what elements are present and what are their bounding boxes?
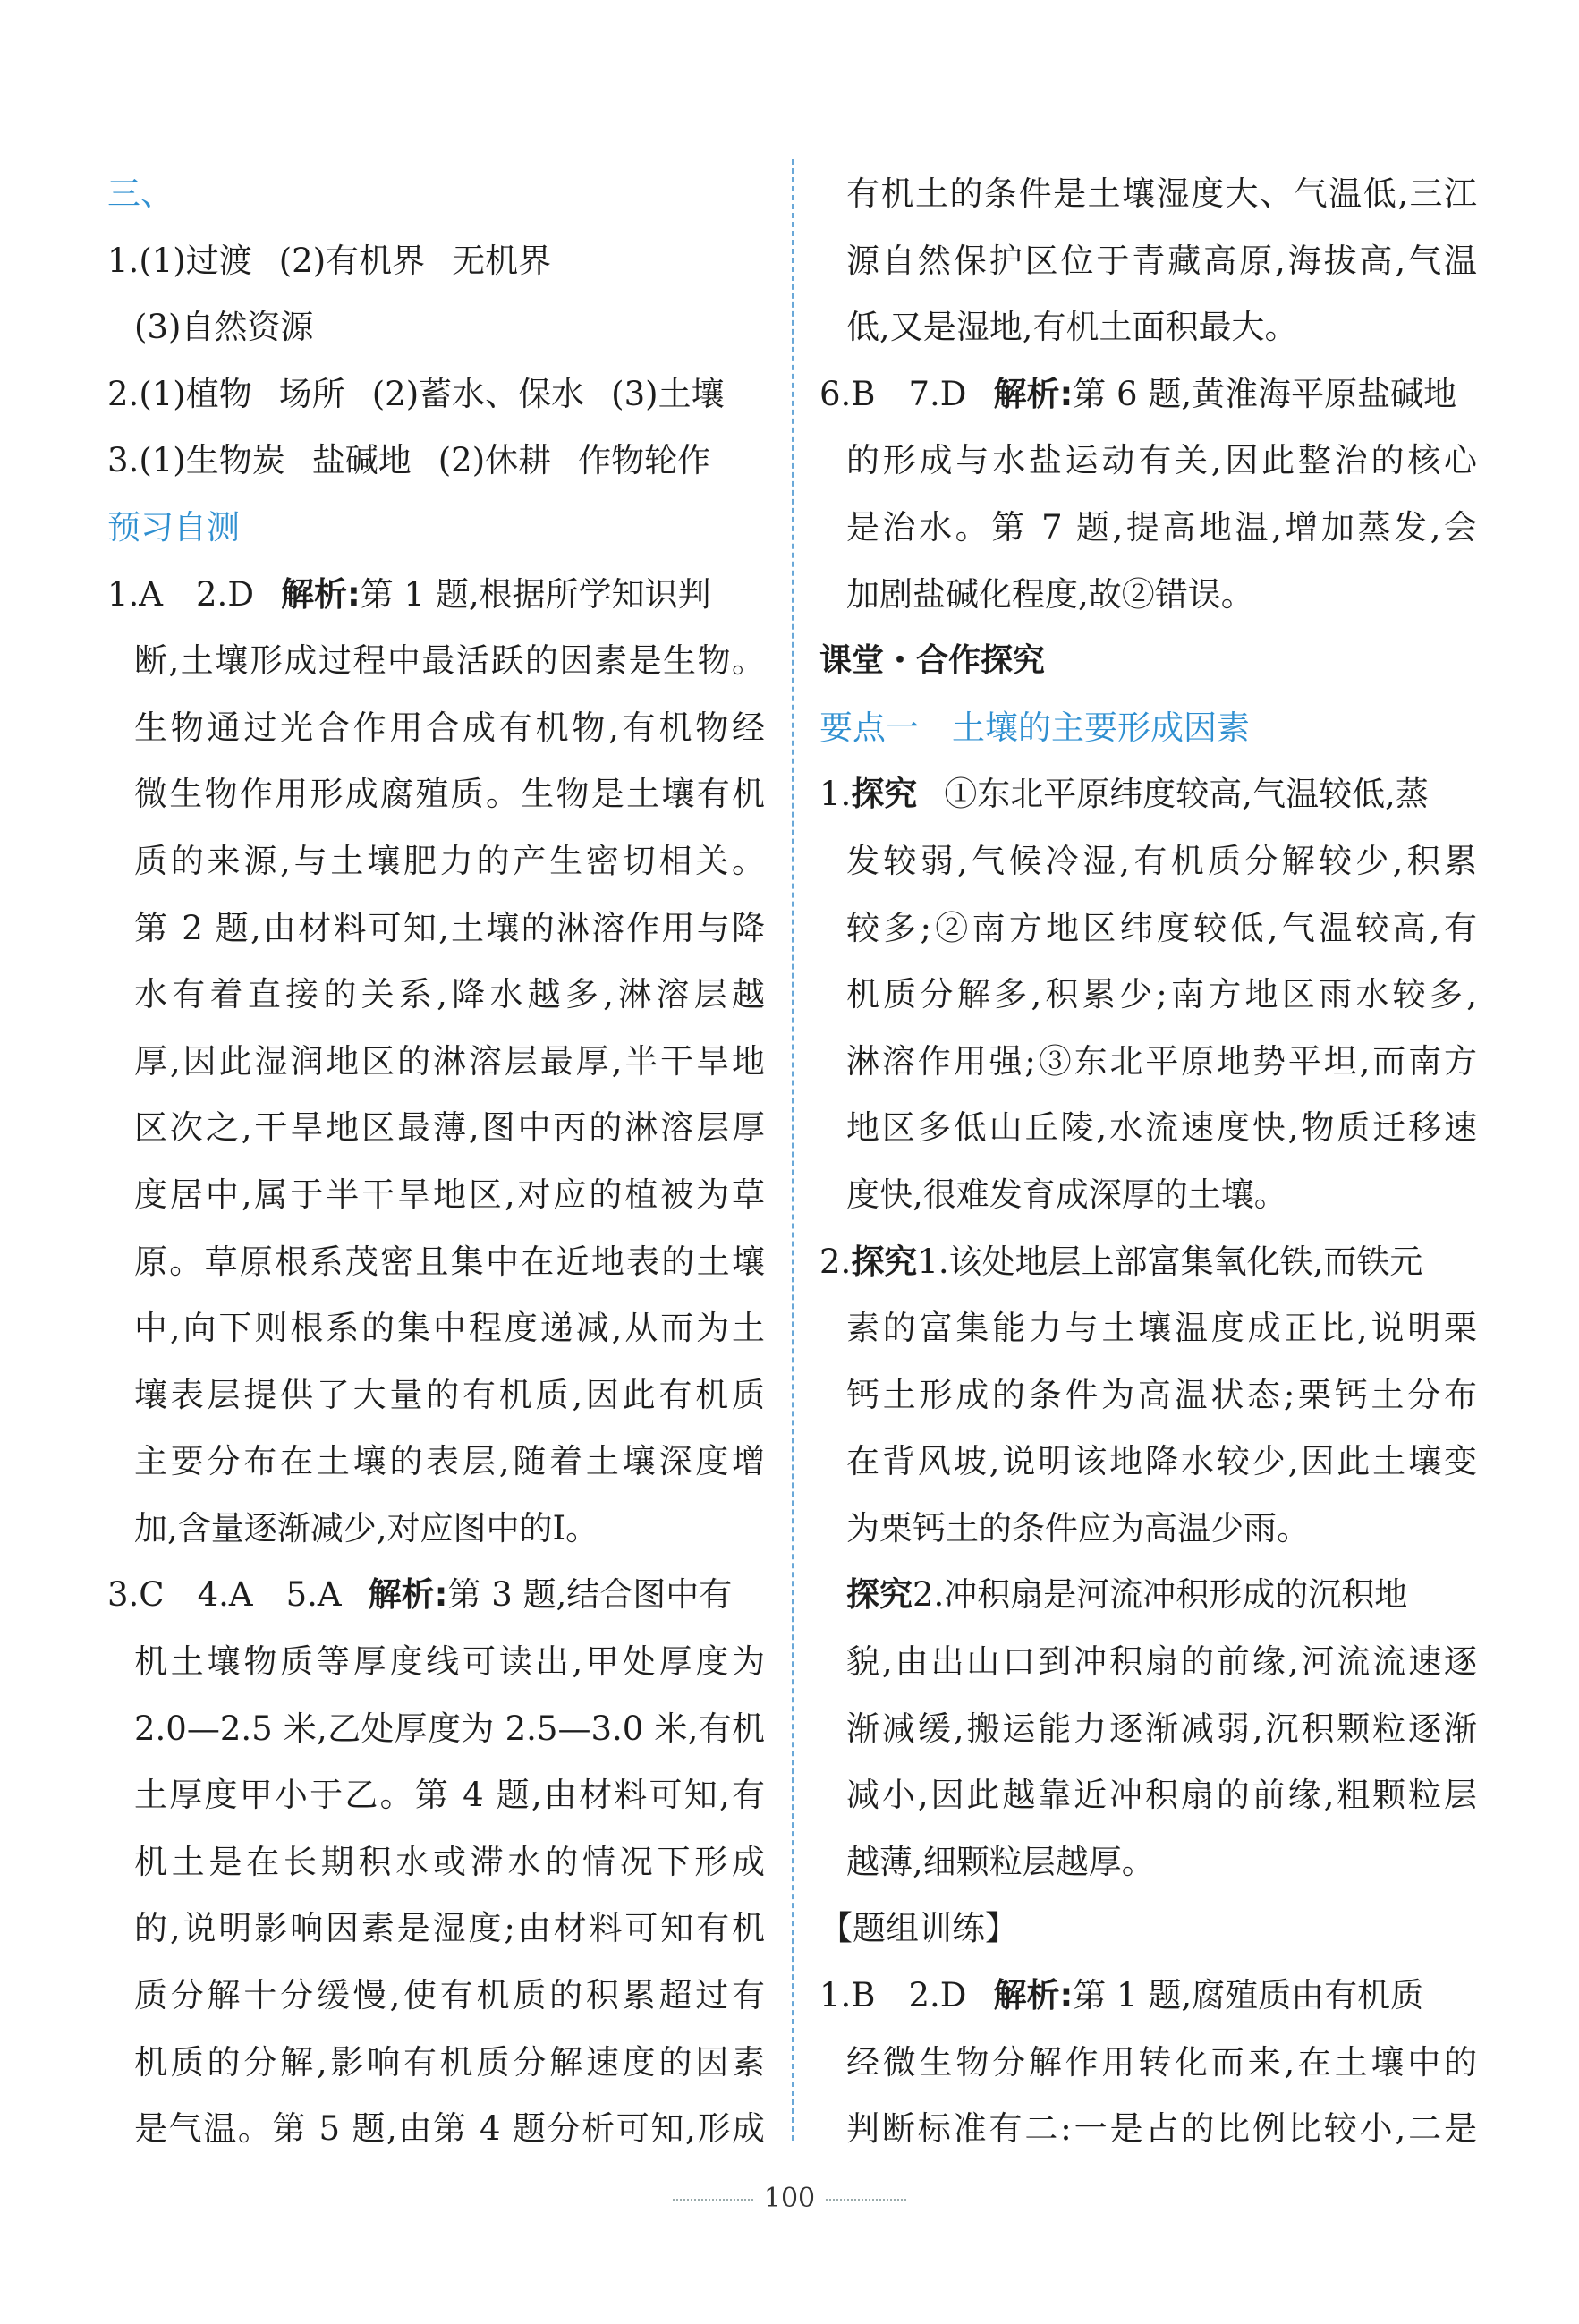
block3-line: 的形成与水盐运动有关,因此整治的核心 xyxy=(846,441,1477,480)
block2-line: 机土壤物质等厚度线可读出,甲处厚度为 xyxy=(134,1642,765,1682)
block1-line: 水有着直接的关系,降水越多,淋溶层越 xyxy=(134,975,765,1014)
answer-line-q2 xyxy=(107,361,765,428)
column-divider xyxy=(792,159,794,2141)
answer-line-q1 xyxy=(107,228,765,295)
explore2-line: 在背风坡,说明该地降水较少,因此土壤变 xyxy=(846,1442,1477,1481)
explore1-line: 地区多低山丘陵,水流速度快,物质迁移速 xyxy=(846,1108,1477,1148)
block3-answers: 6.B 7.D xyxy=(819,374,967,413)
block2-line: 的,说明影响因素是湿度;由材料可知有机 xyxy=(134,1909,765,1948)
right-column xyxy=(819,161,1477,2163)
explore2-num: 2. xyxy=(819,1242,852,1281)
q1-a: (1)过渡 xyxy=(139,241,252,280)
block1-line: 生物通过光合作用合成有机物,有机物经 xyxy=(134,708,765,747)
q3-a: (1)生物炭 xyxy=(139,441,285,480)
block1-first-line xyxy=(107,562,765,629)
explore1-line: 淋溶作用强;③东北平原地势平坦,而南方 xyxy=(846,1041,1477,1081)
explore2-line: 为栗钙土的条件应为高温少雨。 xyxy=(846,1508,1310,1548)
explore1-first-line xyxy=(819,761,1477,828)
explore2-first-line xyxy=(819,1229,1477,1296)
continued-line: 有机土的条件是土壤湿度大、气温低,三江 xyxy=(846,174,1477,213)
block2-line: 是气温。第 5 题,由第 4 题分析可知,形成 xyxy=(134,2109,765,2149)
explore1-line: 度快,很难发育成深厚的土壤。 xyxy=(846,1175,1287,1214)
explore3-first-line xyxy=(819,1562,1477,1629)
explore3-line: 貌,由出山口到冲积扇的前缘,河流流速逐 xyxy=(846,1642,1477,1682)
block1-line: 主要分布在土壤的表层,随着土壤深度增 xyxy=(134,1442,765,1481)
block4-analysis-label: 解析: xyxy=(993,1976,1074,2015)
explore2-line: 钙土形成的条件为高温状态;栗钙土分布 xyxy=(846,1375,1477,1414)
block4-answers: 1.B 2.D xyxy=(819,1976,967,2015)
block1-line: 区次之,干旱地区最薄,图中丙的淋溶层厚 xyxy=(134,1108,765,1148)
q2-d: (3)土壤 xyxy=(611,374,725,413)
q3-d: 作物轮作 xyxy=(578,441,711,480)
explore3-line: 减小,因此越靠近冲积扇的前缘,粗颗粒层 xyxy=(846,1776,1477,1815)
block3-line: 是治水。第 7 题,提高地温,增加蒸发,会 xyxy=(846,507,1477,547)
block1-line: 第 2 题,由材料可知,土壤的淋溶作用与降 xyxy=(134,908,765,947)
explore1-first-text: ①东北平原纬度较高,气温较低,蒸 xyxy=(944,775,1429,814)
answer-line-q1-cont xyxy=(107,294,765,361)
block3-line: 加剧盐碱化程度,故②错误。 xyxy=(846,574,1254,614)
block1-line: 壤表层提供了大量的有机质,因此有机质 xyxy=(134,1375,765,1414)
block1-line: 微生物作用形成腐殖质。生物是土壤有机 xyxy=(134,775,765,814)
footer-left-dash xyxy=(673,2199,753,2201)
block4-line: 经微生物分解作用转化而来,在土壤中的 xyxy=(846,2042,1477,2082)
section-three-heading: 三、 xyxy=(107,174,174,213)
preview-heading: 预习自测 xyxy=(107,507,240,547)
continued-line: 源自然保护区位于青藏高原,海拔高,气温 xyxy=(846,241,1477,280)
q3-b: 盐碱地 xyxy=(311,441,412,480)
block2-line: 机质的分解,影响有机质分解速度的因素 xyxy=(134,2042,765,2082)
block2-first-text: 第 3 题,结合图中有 xyxy=(447,1575,733,1615)
key-point-heading: 要点一 土壤的主要形成因素 xyxy=(819,708,1250,747)
q2-num: 2. xyxy=(107,374,140,413)
explore2-line: 素的富集能力与土壤温度成正比,说明栗 xyxy=(846,1309,1477,1348)
block2-first-line xyxy=(107,1562,765,1629)
block1-answers: 1.A 2.D xyxy=(107,574,254,614)
explore3-label: 探究 xyxy=(846,1575,913,1615)
explore1-num: 1. xyxy=(819,775,852,814)
q1-num: 1. xyxy=(107,241,140,280)
block2-line: 机土是在长期积水或滞水的情况下形成 xyxy=(134,1842,765,1881)
block2-answers: 3.C 4.A 5.A xyxy=(107,1575,342,1615)
q2-b: 场所 xyxy=(278,374,345,413)
training-heading: 【题组训练】 xyxy=(819,1909,1018,1948)
explore1-line: 发较弱,气候冷湿,有机质分解较少,积累 xyxy=(846,841,1477,880)
block3-analysis-label: 解析: xyxy=(993,374,1074,413)
block4-first-text: 第 1 题,腐殖质由有机质 xyxy=(1073,1976,1424,2015)
q3-c: (2)休耕 xyxy=(437,441,552,480)
q2-c: (2)蓄水、保水 xyxy=(371,374,585,413)
block1-line: 度居中,属于半干旱地区,对应的植被为草 xyxy=(134,1175,765,1214)
classroom-heading: 课堂・合作探究 xyxy=(819,642,1046,680)
block3-first-line xyxy=(819,361,1477,428)
block2-line: 土厚度甲小于乙。第 4 题,由材料可知,有 xyxy=(134,1776,765,1815)
block1-line: 加,含量逐渐减少,对应图中的Ⅰ。 xyxy=(134,1508,599,1548)
block2-analysis-label: 解析: xyxy=(368,1575,448,1615)
block1-line: 断,土壤形成过程中最活跃的因素是生物。 xyxy=(134,641,765,681)
q1-c: 无机界 xyxy=(452,241,552,280)
explore2-first-text: 1.该处地层上部富集氧化铁,而铁元 xyxy=(917,1242,1423,1281)
explore1-line: 机质分解多,积累少;南方地区雨水较多, xyxy=(846,975,1477,1014)
block2-line: 2.0—2.5 米,乙处厚度为 2.5—3.0 米,有机 xyxy=(134,1709,765,1748)
block1-line: 中,向下则根系的集中程度递减,从而为土 xyxy=(134,1309,765,1348)
explore3-line: 越薄,细颗粒层越厚。 xyxy=(846,1842,1155,1881)
block1-line: 原。草原根系茂密且集中在近地表的土壤 xyxy=(134,1242,765,1281)
explore1-label: 探究 xyxy=(851,775,918,814)
block4-first-line xyxy=(819,1963,1477,2030)
page-footer xyxy=(0,2183,1579,2214)
left-column xyxy=(107,161,765,2163)
page-number: 100 xyxy=(763,2183,816,2214)
explore2-label: 探究 xyxy=(851,1242,918,1281)
answer-line-q3 xyxy=(107,428,765,495)
block1-analysis-label: 解析: xyxy=(281,574,361,614)
block1-line: 厚,因此湿润地区的淋溶层最厚,半干旱地 xyxy=(134,1041,765,1081)
block2-line: 质分解十分缓慢,使有机质的积累超过有 xyxy=(134,1976,765,2015)
explore3-line: 渐减缓,搬运能力逐渐减弱,沉积颗粒逐渐 xyxy=(846,1709,1477,1748)
q2-a: (1)植物 xyxy=(139,374,252,413)
footer-right-dash xyxy=(826,2199,906,2201)
explore3-first-text: 2.冲积扇是河流冲积形成的沉积地 xyxy=(913,1575,1408,1615)
explore1-line: 较多;②南方地区纬度较低,气温较高,有 xyxy=(846,908,1477,947)
block1-first-text: 第 1 题,根据所学知识判 xyxy=(360,574,711,614)
block1-line: 质的来源,与土壤肥力的产生密切相关。 xyxy=(134,841,765,880)
q1-b: (2)有机界 xyxy=(278,241,426,280)
q3-num: 3. xyxy=(107,441,140,480)
continued-line: 低,又是湿地,有机土面积最大。 xyxy=(846,308,1298,347)
block3-first-text: 第 6 题,黄淮海平原盐碱地 xyxy=(1073,374,1457,413)
q1-d: (3)自然资源 xyxy=(134,308,314,347)
block4-line: 判断标准有二:一是占的比例比较小,二是 xyxy=(846,2109,1477,2149)
